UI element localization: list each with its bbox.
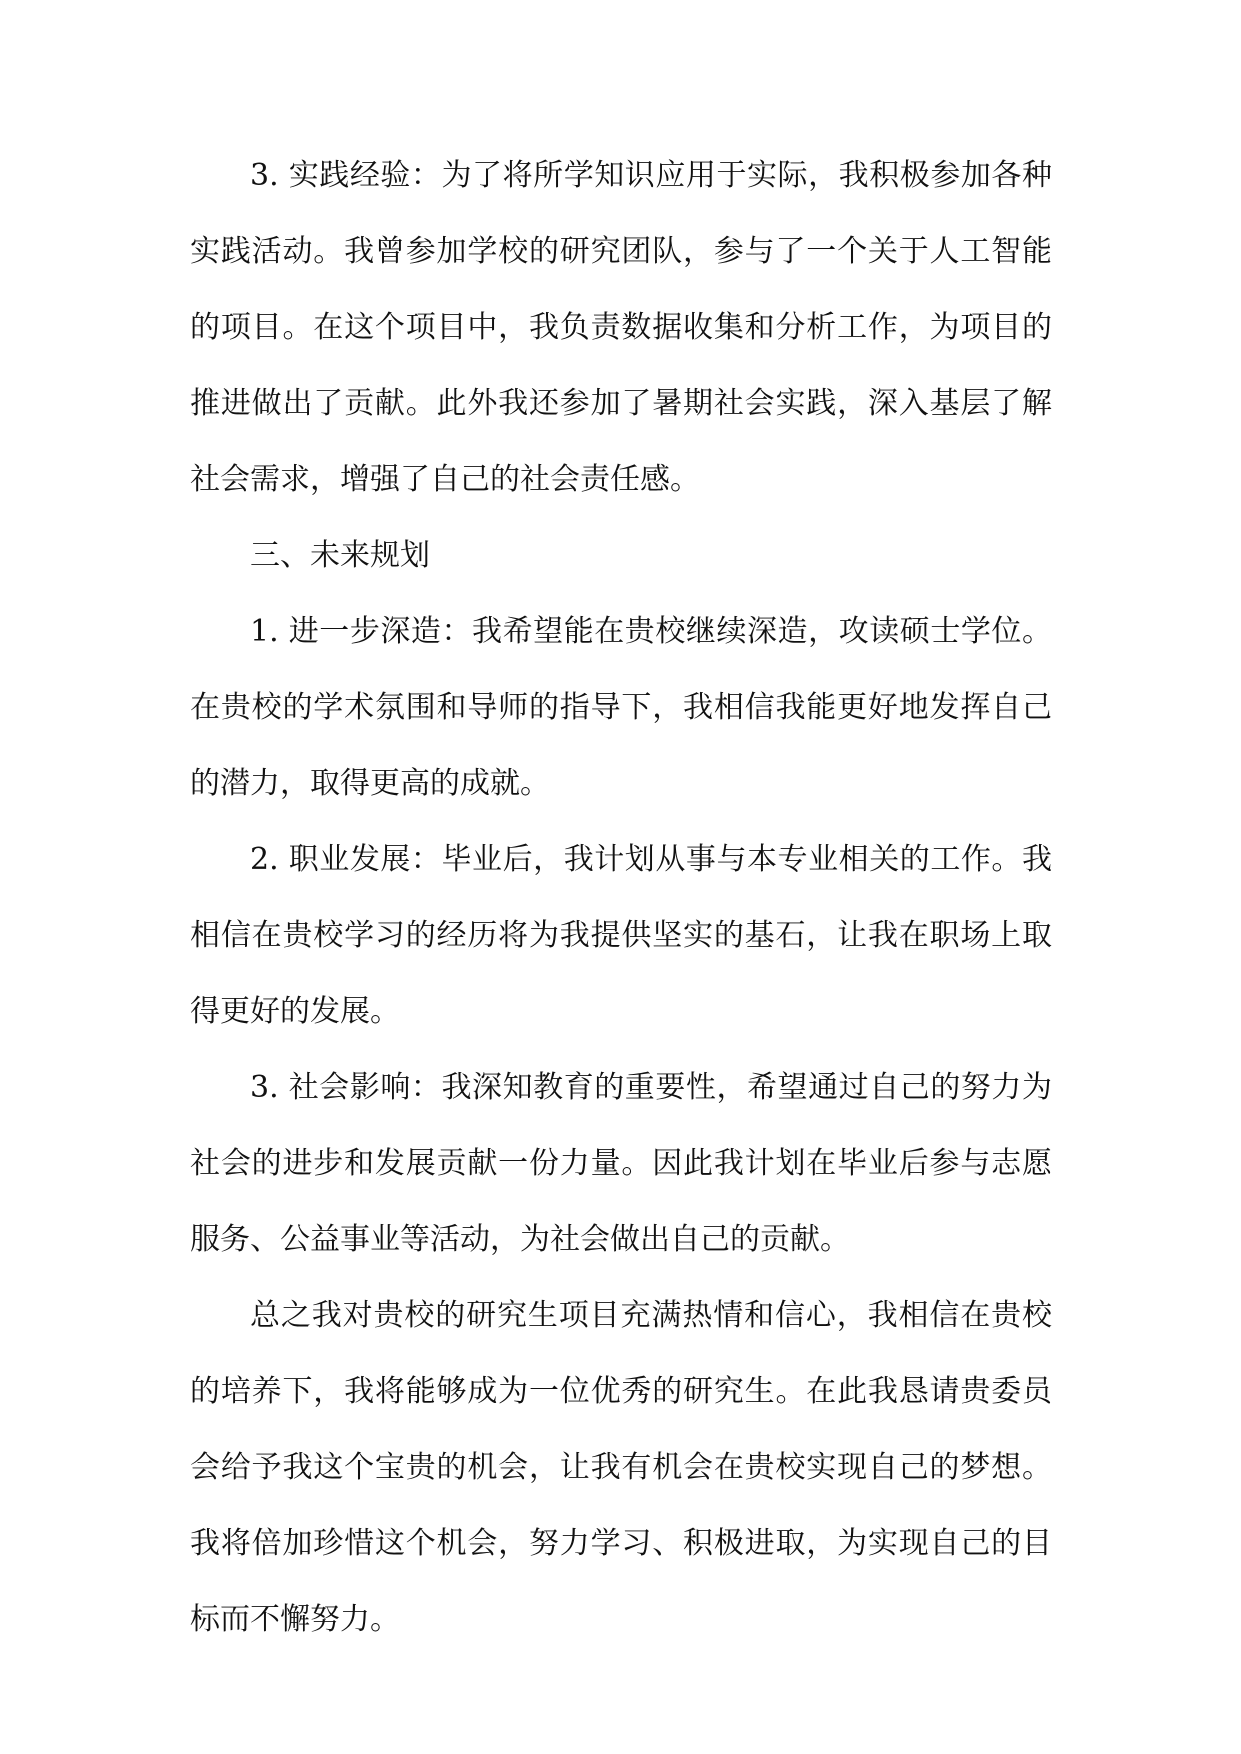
practice-experience-paragraph: 3. 实践经验：为了将所学知识应用于实际，我积极参加各种实践活动。我曾参加学校的研究团队，参与了一个关于人工智能的项目。在这个项目中，我负责数据收集和分析工作，为项目的推进做出了贡献。此外我还参加了暑期社会实践，深入基层了解社会需求，增强了自己的社会责任感。 — [190, 158, 1052, 497]
further-study-paragraph: 1. 进一步深造：我希望能在贵校继续深造，攻读硕士学位。在贵校的学术氛围和导师的指导下，我相信我能更好地发挥自己的潜力，取得更高的成就。 — [190, 614, 1052, 801]
document-body — [190, 138, 1052, 1658]
social-impact-paragraph: 3. 社会影响：我深知教育的重要性，希望通过自己的努力为社会的进步和发展贡献一份力量。因此我计划在毕业后参与志愿服务、公益事业等活动，为社会做出自己的贡献。 — [190, 1070, 1052, 1257]
future-plan-heading: 三、未来规划 — [250, 538, 430, 573]
conclusion-paragraph: 总之我对贵校的研究生项目充满热情和信心，我相信在贵校的培养下，我将能够成为一位优秀的研究生。在此我恳请贵委员会给予我这个宝贵的机会，让我有机会在贵校实现自己的梦想。我将倍加珍惜这个机会，努力学习、积极进取，为实现自己的目标而不懈努力。 — [190, 1298, 1052, 1637]
career-development-paragraph: 2. 职业发展：毕业后，我计划从事与本专业相关的工作。我相信在贵校学习的经历将为我提供坚实的基石，让我在职场上取得更好的发展。 — [190, 842, 1052, 1029]
